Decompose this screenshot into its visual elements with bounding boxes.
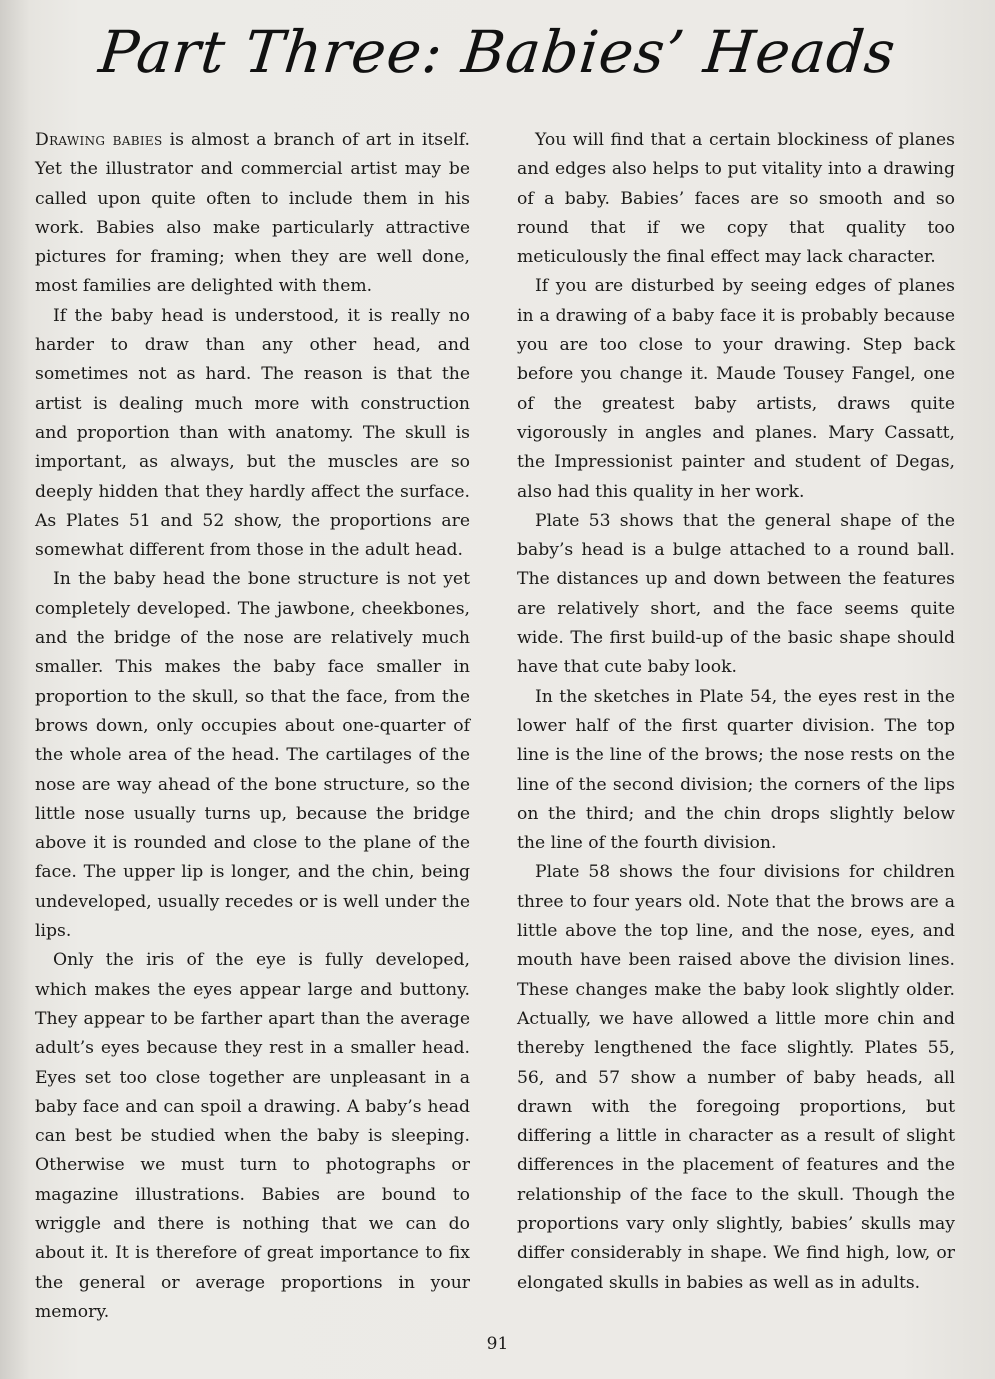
paragraph: Plate 58 shows the four divisions for children three to four years old. Note that the brows are a little above the top line, and the nose, eyes, and mouth have been raised above the division lines. These changes make the baby look slightly older. Actually, we have allowed a little more chin and thereby lengthened the face slightly. Plates 55, 56, and 57 show a number of baby heads, all drawn with the foregoing proportions, but differing a little in character as a result of slight differences in the placement of features and the relationship of the face to the skull. Though the proportions vary only slightly, babies’ skulls may differ considerably in shape. We find high, low, or elongated skulls in babies as well as in adults.	[517, 862, 955, 1293]
left-text-column	[35, 126, 470, 1327]
paragraph: In the baby head the bone structure is not yet completely developed. The jawbone, cheekbones, and the bridge of the nose are relatively much smaller. This makes the baby face smaller in proportion to the skull, so that the face, from the brows down, only occupies about one-quarter of the whole area of the head. The cartilages of the nose are way ahead of the bone structure, so the little nose usually turns up, because the bridge above it is rounded and close to the plane of the face. The upper lip is longer, and the chin, being undeveloped, usually recedes or is well under the lips.	[35, 569, 470, 942]
paragraph: You will find that a certain blockiness of planes and edges also helps to put vitality into a drawing of a baby. Babies’ faces are so smooth and so round that if we copy that quality too meticulously the final effect may lack character.	[517, 130, 955, 268]
paragraph: If the baby head is understood, it is really no harder to draw than any other head, and sometimes not as hard. The reason is that the artist is dealing much more with construction and proportion than with anatomy. The skull is important, as always, but the muscles are so deeply hidden that they hardly affect the surface. As Plates 51 and 52 show, the proportions are somewhat different from those in the adult head.	[35, 305, 470, 561]
lead-in-smallcaps: Drawing babies	[35, 130, 163, 150]
page-title: Part Three: Babies’ Heads	[95, 18, 900, 86]
paragraph: Only the iris of the eye is fully developed, which makes the eyes appear large and buttony. They appear to be farther apart than the average adult’s eyes because they rest in a smaller head. Eyes set too close together are unpleasant in a baby face and can spoil a drawing. A baby’s head can best be studied when the baby is sleeping. Otherwise we must turn to photographs or magazine illustrations. Babies are bound to wriggle and there is nothing that we can do about it. It is therefore of great importance to fix the general or average proportions in your memory.	[35, 950, 470, 1322]
paragraph: In the sketches in Plate 54, the eyes rest in the lower half of the first quarter division. The top line is the line of the brows; the nose rests on the line of the second division; the corners of the lips on the third; and the chin drops slightly below the line of the fourth division.	[517, 686, 955, 854]
paragraph: If you are disturbed by seeing edges of planes in a drawing of a baby face it is probably because you are too close to your drawing. Step back before you change it. Maude Tousey Fangel, one of the greatest baby artists, draws quite vigorously in angles and planes. Mary Cassatt, the Impressionist painter and student of Degas, also had this quality in her work.	[517, 276, 955, 502]
paragraph: Plate 53 shows that the general shape of the baby’s head is a bulge attached to a round ball. The distances up and down between the features are relatively short, and the face seems quite wide. The first build-up of the basic shape should have that cute baby look.	[517, 510, 955, 678]
right-text-column	[517, 126, 955, 1298]
page-number: 91	[486, 1334, 509, 1354]
paragraph-text: is almost a branch of art in itself. Yet the illustrator and commercial artist may be called upon quite often to include them in his work. Babies also make particularly attractive pictures for framing; when they are well done, most families are delighted with them.	[35, 130, 470, 297]
paragraph	[35, 126, 470, 302]
